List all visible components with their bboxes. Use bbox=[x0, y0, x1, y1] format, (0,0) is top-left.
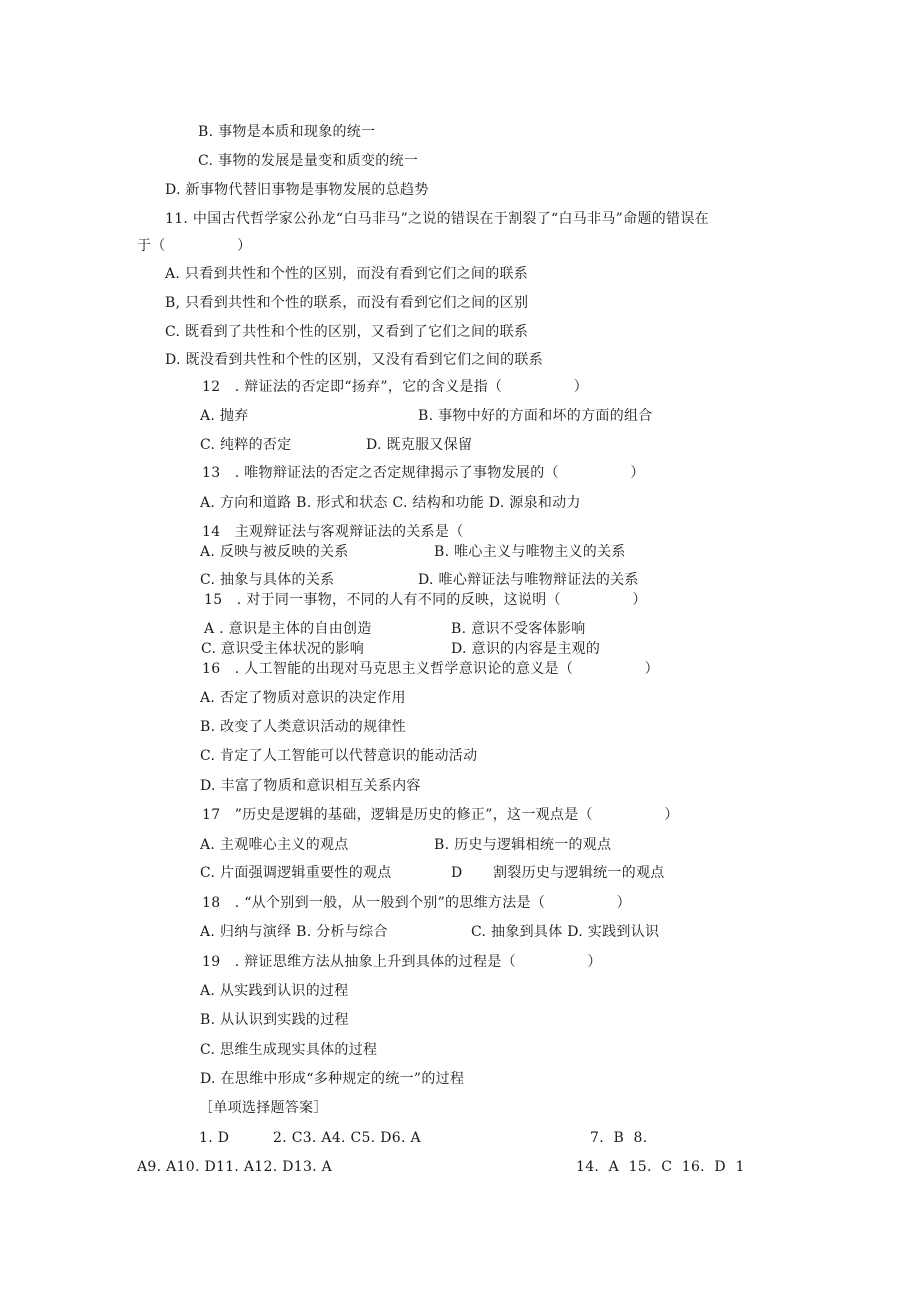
answer-line: A9. A10. D11. A12. D13. A bbox=[137, 1159, 333, 1175]
option-line: A. 方向和道路 B. 形式和状态 C. 结构和功能 D. 源泉和动力 bbox=[200, 495, 581, 511]
option-line: D. 既没看到共性和个性的区别，又没有看到它们之间的联系 bbox=[165, 352, 544, 368]
option-line: B. 事物是本质和现象的统一 bbox=[198, 124, 376, 140]
option-line: A. 抛弃 bbox=[200, 408, 249, 424]
option-line: A. 反映与被反映的关系 bbox=[200, 544, 349, 560]
question-line: 13 . 唯物辩证法的否定之否定规律揭示了事物发展的（ ） bbox=[202, 465, 645, 481]
question-line: 18 . “从个别到一般，从一般到个别”的思维方法是（ ） bbox=[202, 895, 631, 911]
option-line: D bbox=[451, 865, 463, 881]
option-line: D. 新事物代替旧事物是事物发展的总趋势 bbox=[165, 182, 429, 198]
option-line: C. 片面强调逻辑重要性的观点 bbox=[200, 865, 392, 881]
option-line: C. 事物的发展是量变和质变的统一 bbox=[198, 153, 419, 169]
option-line: B. 事物中好的方面和坏的方面的组合 bbox=[418, 408, 653, 424]
option-line: A. 主观唯心主义的观点 bbox=[200, 837, 349, 853]
question-line: 16 . 人工智能的出现对马克思主义哲学意识论的意义是（ ） bbox=[202, 661, 659, 677]
option-line: B. 历史与逻辑相统一的观点 bbox=[434, 837, 612, 853]
option-line: C. 既看到了共性和个性的区别，又看到了它们之间的联系 bbox=[165, 324, 529, 340]
option-line: D. 既克服又保留 bbox=[366, 437, 473, 453]
option-line: D. 意识的内容是主观的 bbox=[451, 641, 601, 657]
option-line: C. 纯粹的否定 bbox=[200, 437, 292, 453]
question-line: 15 . 对于同一事物，不同的人有不同的反映，这说明（ ） bbox=[204, 592, 647, 608]
option-line: D. 在思维中形成“多种规定的统一”的过程 bbox=[200, 1071, 465, 1087]
answer-line: 7. B 8. bbox=[590, 1130, 648, 1146]
option-line: C. 抽象到具体 D. 实践到认识 bbox=[471, 924, 660, 940]
option-line: B, 只看到共性和个性的联系，而没有看到它们之间的区别 bbox=[165, 295, 529, 311]
option-line: C. 抽象与具体的关系 bbox=[200, 572, 335, 588]
option-line: C. 肯定了人工智能可以代替意识的能动活动 bbox=[200, 748, 478, 764]
question-line: 于（ ） bbox=[137, 238, 252, 254]
answer-line: 2. C3. A4. C5. D6. A bbox=[273, 1130, 421, 1146]
option-line: C. 思维生成现实具体的过程 bbox=[200, 1042, 378, 1058]
question-line: 11. 中国古代哲学家公孙龙“白马非马”之说的错误在于割裂了“白马非马”命题的错误在 bbox=[165, 211, 709, 227]
answers-heading: ［单项选择题答案］ bbox=[199, 1100, 328, 1116]
option-line: A. 只看到共性和个性的区别，而没有看到它们之间的联系 bbox=[165, 266, 529, 282]
option-line: B. 唯心主义与唯物主义的关系 bbox=[434, 544, 626, 560]
question-line: 19 . 辩证思维方法从抽象上升到具体的过程是（ ） bbox=[202, 954, 602, 970]
option-line: B. 改变了人类意识活动的规律性 bbox=[200, 719, 406, 735]
option-line: B. 意识不受客体影响 bbox=[451, 621, 586, 637]
answer-line: 14. A 15. C 16. D 1 bbox=[576, 1159, 745, 1175]
question-line: 14 主观辩证法与客观辩证法的关系是（ bbox=[202, 524, 464, 540]
option-line: A . 意识是主体的自由创造 bbox=[204, 621, 372, 637]
option-line: A. 否定了物质对意识的决定作用 bbox=[200, 690, 406, 706]
question-line: 12 . 辩证法的否定即“扬弃”，它的含义是指（ ） bbox=[202, 379, 589, 395]
option-line: D. 丰富了物质和意识相互关系内容 bbox=[200, 778, 421, 794]
option-line: D. 唯心辩证法与唯物辩证法的关系 bbox=[418, 572, 639, 588]
question-line: 17 ”历史是逻辑的基础，逻辑是历史的修正”，这一观点是（ ） bbox=[202, 807, 679, 823]
option-line: A. 归纳与演绎 B. 分析与综合 bbox=[200, 924, 388, 940]
option-line: C. 意识受主体状况的影响 bbox=[201, 641, 365, 657]
option-line: B. 从认识到实践的过程 bbox=[200, 1012, 349, 1028]
option-line: A. 从实践到认识的过程 bbox=[200, 983, 349, 999]
option-line: 割裂历史与逻辑统一的观点 bbox=[493, 865, 665, 881]
answer-line: 1. D bbox=[199, 1130, 230, 1146]
